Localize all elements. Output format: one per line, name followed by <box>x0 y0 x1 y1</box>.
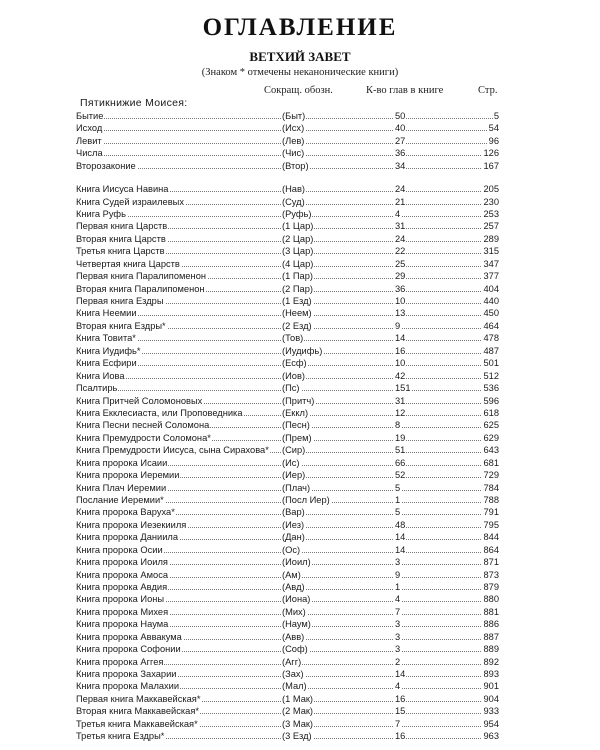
page-number: 536 <box>483 383 499 393</box>
book-name: Книга пророка Захарии <box>76 668 177 679</box>
book-name: Книга пророка Амоса <box>76 569 169 580</box>
page-number: 887 <box>483 631 499 642</box>
list-item <box>76 606 499 618</box>
list-item <box>76 160 499 172</box>
page-number: 871 <box>483 557 499 567</box>
book-abbreviation: (2 Езд) <box>282 320 312 331</box>
book-name: Исход <box>76 123 103 134</box>
chapter-count: 2 <box>395 656 401 667</box>
list-item <box>76 593 499 605</box>
book-name: Вторая книга Ездры* <box>76 320 166 331</box>
book-abbreviation: (Зах) <box>282 668 304 679</box>
column-header-page: Стр. <box>478 85 498 96</box>
book-name: Книга пророка Иоиля <box>76 557 168 567</box>
book-name: Числа <box>76 148 103 159</box>
book-name: Третья книга Ездры* <box>76 731 165 742</box>
chapter-count: 16 <box>395 345 406 356</box>
page-number: 879 <box>483 581 499 592</box>
list-item <box>76 457 499 469</box>
book-name: Книга Песни песней Соломона <box>76 420 210 431</box>
page-number: 844 <box>483 532 499 543</box>
page-number: 904 <box>483 693 499 704</box>
list-item <box>76 357 499 369</box>
book-abbreviation: (Посл Иер) <box>282 494 330 505</box>
list-item <box>76 643 499 655</box>
book-name: Второзаконие <box>76 160 136 171</box>
book-abbreviation: (Агг) <box>282 656 302 667</box>
chapter-count: 40 <box>395 123 406 134</box>
book-abbreviation: (Иоил) <box>282 557 311 567</box>
list-item <box>76 668 499 680</box>
book-name: Книга Премудрости Иисуса, сына Сирахова* <box>76 445 269 456</box>
page-number: 784 <box>483 482 499 493</box>
list-item <box>76 258 499 270</box>
list-item <box>76 656 499 668</box>
chapter-count: 14 <box>395 333 406 344</box>
book-abbreviation: (Иез) <box>282 519 305 530</box>
list-item <box>76 233 499 245</box>
chapter-count: 4 <box>395 681 401 692</box>
page-number: 795 <box>483 519 499 530</box>
page-number: 205 <box>483 184 499 195</box>
list-item <box>76 220 499 232</box>
page-number: 625 <box>483 420 499 431</box>
list-item <box>76 382 499 394</box>
page-number: 596 <box>483 395 499 406</box>
book-abbreviation: (Руфь) <box>282 209 312 219</box>
page-number: 377 <box>483 271 499 282</box>
book-abbreviation: (Исх) <box>282 123 305 134</box>
page-number: 478 <box>483 333 499 344</box>
book-name: Левит <box>76 135 102 146</box>
page-number: 643 <box>483 445 499 456</box>
list-item <box>76 618 499 630</box>
list-item <box>76 482 499 494</box>
list-item <box>76 469 499 481</box>
chapter-count: 9 <box>395 569 401 580</box>
book-name: Книга Судей израилевых <box>76 196 184 207</box>
book-abbreviation: (Иона) <box>282 594 311 605</box>
chapter-count: 14 <box>395 668 406 679</box>
list-item <box>76 730 499 742</box>
chapter-count: 15 <box>395 706 406 717</box>
list-item <box>76 295 499 307</box>
page-number: 864 <box>483 544 499 555</box>
chapter-count: 51 <box>395 445 406 456</box>
chapter-count: 24 <box>395 184 406 195</box>
chapter-count: 3 <box>395 557 401 567</box>
chapter-count: 66 <box>395 457 406 468</box>
book-abbreviation: (1 Пар) <box>282 271 313 282</box>
book-name: Книга Екклесиаста, или Проповедника <box>76 407 243 418</box>
chapter-count: 16 <box>395 731 406 742</box>
chapter-count: 48 <box>395 519 406 530</box>
chapter-count: 14 <box>395 532 406 543</box>
book-abbreviation: (Плач) <box>282 482 311 493</box>
book-abbreviation: (Авд) <box>282 581 305 592</box>
chapter-count: 31 <box>395 395 406 406</box>
book-abbreviation: (Притч) <box>282 395 315 406</box>
list-item <box>76 494 499 506</box>
book-abbreviation: (3 Цар) <box>282 246 314 257</box>
page-number: 886 <box>483 619 499 630</box>
column-header-abbreviation: Сокращ. обозн. <box>264 85 333 96</box>
list-item <box>76 283 499 295</box>
book-name: Первая книга Царств <box>76 221 168 232</box>
page-number: 404 <box>483 283 499 294</box>
book-abbreviation: (2 Пар) <box>282 283 313 294</box>
page-number: 791 <box>483 507 499 518</box>
book-abbreviation: (4 Цар) <box>282 258 314 269</box>
book-abbreviation: (Песн) <box>282 420 310 431</box>
book-name: Книга Есфири <box>76 358 137 369</box>
book-name: Книга пророка Иезекииля <box>76 519 187 530</box>
book-name: Послание Иеремии* <box>76 494 164 505</box>
book-abbreviation: (3 Езд) <box>282 731 312 742</box>
list-item <box>76 370 499 382</box>
book-name: Книга пророка Исаии <box>76 457 168 468</box>
book-name: Книга пророка Варуха* <box>76 507 175 518</box>
page-number: 315 <box>483 246 499 257</box>
chapter-count: 42 <box>395 370 406 381</box>
page-number: 464 <box>483 320 499 331</box>
page-number: 96 <box>488 135 499 146</box>
list-item <box>76 581 499 593</box>
list-item <box>76 693 499 705</box>
page-number: 167 <box>483 160 499 171</box>
book-abbreviation: (Ос) <box>282 544 301 555</box>
list-item <box>76 680 499 692</box>
book-abbreviation: (Иудифь) <box>282 345 323 356</box>
section-title: ВЕТХИЙ ЗАВЕТ <box>249 49 351 64</box>
list-item <box>76 135 499 147</box>
list-item <box>76 345 499 357</box>
chapter-count: 34 <box>395 160 406 171</box>
chapter-count: 9 <box>395 320 401 331</box>
column-header-chapter-count: К-во глав в книге <box>366 85 444 96</box>
book-name: Книга пророка Малахии <box>76 681 180 692</box>
list-item <box>76 519 499 531</box>
book-name: Третья книга Царств <box>76 246 165 257</box>
chapter-count: 36 <box>395 148 406 159</box>
list-item <box>76 208 499 220</box>
list-item <box>76 419 499 431</box>
list-item <box>76 556 499 568</box>
book-abbreviation: (Неем) <box>282 308 312 319</box>
book-abbreviation: (Иер) <box>282 470 306 480</box>
book-name: Третья книга Маккавейская* <box>76 718 198 729</box>
book-abbreviation: (Есф) <box>282 358 307 369</box>
chapter-count: 1 <box>395 494 401 505</box>
page-number: 873 <box>483 569 499 580</box>
book-name: Псалтирь <box>76 383 118 393</box>
book-name: Книга пророка Михея <box>76 606 169 617</box>
chapter-count: 3 <box>395 619 401 630</box>
page-number: 901 <box>483 681 499 692</box>
book-name: Первая книга Маккавейская* <box>76 693 201 704</box>
list-item <box>76 270 499 282</box>
chapter-count: 19 <box>395 432 406 443</box>
page-number: 54 <box>488 123 499 134</box>
book-abbreviation: (Тов) <box>282 333 304 344</box>
book-abbreviation: (Наум) <box>282 619 311 630</box>
list-item <box>76 718 499 730</box>
book-name: Книга пророка Наума <box>76 619 169 630</box>
page-number: 347 <box>483 258 499 269</box>
book-name: Книга Иисуса Навина <box>76 184 169 195</box>
list-item <box>76 307 499 319</box>
book-name: Книга пророка Иеремии <box>76 470 180 480</box>
list-item <box>76 432 499 444</box>
book-abbreviation: (3 Мак) <box>282 718 314 729</box>
page-number: 880 <box>483 594 499 605</box>
chapter-count: 12 <box>395 407 406 418</box>
page-number: 681 <box>483 457 499 468</box>
canonical-note: (Знаком * отмечены неканонические книги) <box>201 67 399 78</box>
chapter-count: 29 <box>395 271 406 282</box>
book-abbreviation: (Лев) <box>282 135 305 146</box>
list-item <box>76 110 499 122</box>
page-number: 230 <box>483 196 499 207</box>
book-name: Бытие <box>76 111 104 121</box>
list-item <box>76 531 499 543</box>
book-name: Книга Премудрости Соломона* <box>76 432 211 443</box>
page-number: 487 <box>483 345 499 356</box>
chapter-count: 4 <box>395 594 401 605</box>
chapter-count: 10 <box>395 358 406 369</box>
list-item <box>76 444 499 456</box>
book-abbreviation: (2 Мак) <box>282 706 314 717</box>
book-name: Книга пророка Осии <box>76 544 163 555</box>
chapter-count: 36 <box>395 283 406 294</box>
chapter-count: 151 <box>395 383 411 393</box>
page-number: 450 <box>483 308 499 319</box>
page-number: 889 <box>483 644 499 655</box>
chapter-count: 1 <box>395 581 401 592</box>
page-number: 5 <box>493 111 499 121</box>
book-abbreviation: (Вар) <box>282 507 305 518</box>
list-item <box>76 147 499 159</box>
chapter-count: 3 <box>395 631 401 642</box>
page-number: 440 <box>483 296 499 306</box>
book-abbreviation: (Чис) <box>282 148 305 159</box>
book-name: Книга Притчей Соломоновых <box>76 395 203 406</box>
page-number: 253 <box>483 209 499 219</box>
list-item <box>76 196 499 208</box>
book-abbreviation: (Дан) <box>282 532 305 543</box>
chapter-count: 13 <box>395 308 406 319</box>
page-number: 618 <box>483 407 499 418</box>
book-name: Вторая книга Царств <box>76 233 166 244</box>
chapter-count: 50 <box>395 111 406 121</box>
book-abbreviation: (Еккл) <box>282 407 309 418</box>
book-name: Первая книга Паралипоменон <box>76 271 206 282</box>
list-item <box>76 544 499 556</box>
page-number: 892 <box>483 656 499 667</box>
book-name: Четвертая книга Царств <box>76 258 180 269</box>
book-name: Книга пророка Аггея <box>76 656 164 667</box>
book-name: Вторая книга Маккавейская* <box>76 706 199 717</box>
book-name: Книга пророка Даниила <box>76 532 179 543</box>
page-number: 257 <box>483 221 499 232</box>
chapter-count: 21 <box>395 196 406 207</box>
list-item <box>76 395 499 407</box>
chapter-count: 7 <box>395 718 401 729</box>
list-item <box>76 506 499 518</box>
chapter-count: 27 <box>395 135 406 146</box>
list-item <box>76 320 499 332</box>
book-name: Книга Руфь <box>76 209 126 219</box>
page-number: 881 <box>483 606 499 617</box>
chapter-count: 3 <box>395 644 401 655</box>
book-name: Книга пророка Аввакума <box>76 631 182 642</box>
book-abbreviation: (Ис) <box>282 457 300 468</box>
book-abbreviation: (1 Цар) <box>282 221 314 232</box>
book-abbreviation: (Мал) <box>282 681 307 692</box>
page-title: ОГЛАВЛЕНИЕ <box>202 14 398 41</box>
book-name: Книга Иудифь* <box>76 345 141 356</box>
list-item <box>76 631 499 643</box>
list-item <box>76 122 499 134</box>
chapter-count: 5 <box>395 482 401 493</box>
book-abbreviation: (Быт) <box>282 111 306 121</box>
page-number: 501 <box>483 358 499 369</box>
list-item <box>76 569 499 581</box>
page-number: 954 <box>483 718 499 729</box>
page-number: 629 <box>483 432 499 443</box>
chapter-count: 7 <box>395 606 401 617</box>
book-name: Книга Иова <box>76 370 125 381</box>
chapter-count: 31 <box>395 221 406 232</box>
book-abbreviation: (Ам) <box>282 569 301 580</box>
book-abbreviation: (Авв) <box>282 631 305 642</box>
book-abbreviation: (Прем) <box>282 432 312 443</box>
list-item <box>76 407 499 419</box>
book-abbreviation: (Иов) <box>282 370 305 381</box>
chapter-count: 22 <box>395 246 406 257</box>
chapter-count: 24 <box>395 233 406 244</box>
book-name: Первая книга Ездры <box>76 296 164 306</box>
book-name: Книга пророка Ионы <box>76 594 165 605</box>
page-number: 729 <box>483 470 499 480</box>
list-item <box>76 245 499 257</box>
page-number: 893 <box>483 668 499 679</box>
page-number: 289 <box>483 233 499 244</box>
book-name: Книга Товита* <box>76 333 136 344</box>
chapter-count: 4 <box>395 209 401 219</box>
chapter-count: 5 <box>395 507 401 518</box>
book-abbreviation: (Мих) <box>282 606 306 617</box>
page-number: 126 <box>483 148 499 159</box>
book-abbreviation: (1 Мак) <box>282 693 314 704</box>
book-abbreviation: (1 Езд) <box>282 296 312 306</box>
page-number: 512 <box>483 370 499 381</box>
book-name: Книга пророка Софонии <box>76 644 181 655</box>
group-title-pentateuch: Пятикнижие Моисея: <box>80 97 188 109</box>
page-number: 788 <box>483 494 499 505</box>
page-number: 933 <box>483 706 499 717</box>
book-name: Вторая книга Паралипоменон <box>76 283 205 294</box>
chapter-count: 25 <box>395 258 406 269</box>
chapter-count: 16 <box>395 693 406 704</box>
book-abbreviation: (Нав) <box>282 184 306 195</box>
book-abbreviation: (Пс) <box>282 383 300 393</box>
list-item <box>76 705 499 717</box>
list-item <box>76 183 499 195</box>
book-abbreviation: (Суд) <box>282 196 305 207</box>
page-number: 963 <box>483 731 499 742</box>
list-item <box>76 332 499 344</box>
book-name: Книга Плач Иеремии <box>76 482 167 493</box>
book-abbreviation: (Втор) <box>282 160 309 171</box>
chapter-count: 8 <box>395 420 401 431</box>
book-abbreviation: (2 Цар) <box>282 233 314 244</box>
book-abbreviation: (Сир) <box>282 445 306 456</box>
book-abbreviation: (Соф) <box>282 644 308 655</box>
book-name: Книга пророка Авдия <box>76 581 168 592</box>
chapter-count: 52 <box>395 470 406 480</box>
chapter-count: 14 <box>395 544 406 555</box>
chapter-count: 10 <box>395 296 406 306</box>
book-name: Книга Неемии <box>76 308 137 319</box>
